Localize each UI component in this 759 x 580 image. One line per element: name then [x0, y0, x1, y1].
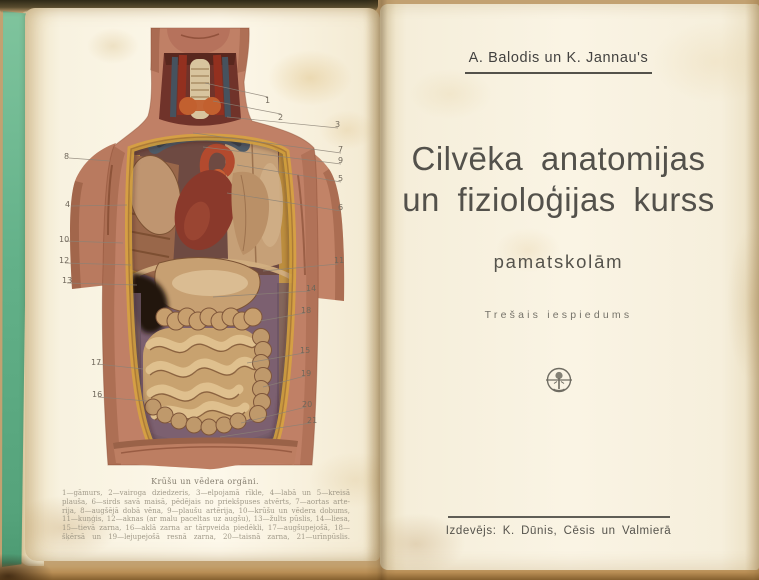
subtitle: pamatskolām [493, 251, 624, 272]
author-line [380, 50, 737, 66]
title-line-2: un fizioloģijas kurss [402, 181, 715, 218]
plate-legend [62, 489, 350, 542]
book-right-edge [745, 0, 759, 580]
left-page [25, 8, 380, 561]
plate-label: 18 [301, 306, 312, 315]
title-line-1: Cilvēka anatomijas [411, 140, 706, 177]
plate-label: 3 [335, 120, 341, 129]
plate-label: 9 [338, 156, 344, 165]
book-title [380, 138, 737, 220]
plate-label: 2 [278, 113, 284, 122]
plate-label: 6 [338, 203, 344, 212]
plate-label: 4 [65, 200, 71, 209]
plate-label: 12 [59, 256, 70, 265]
plate-label: 8 [64, 152, 70, 161]
plate-label: 19 [301, 369, 312, 378]
plate-label: 1 [265, 96, 271, 105]
edition-note: Trešais iespiedums [484, 309, 633, 321]
book-gutter-shadow [366, 0, 396, 580]
plate-label: 10 [59, 235, 70, 244]
title-page-content [380, 4, 737, 570]
legend-line: 15—tievā zarna, 16—aklā zarna ar tārpveida piedēkli, 17—augšupejošā, 18— [62, 524, 350, 533]
publisher-rule [448, 516, 670, 518]
plate-label: 15 [300, 346, 311, 355]
plate-label: 20 [302, 400, 313, 409]
plate-label: 5 [338, 174, 344, 183]
plate-label: 14 [306, 284, 317, 293]
publisher-line: Izdevējs: K. Dūnis, Cēsis un Valmierā [445, 525, 672, 537]
legend-line: rija, 8—augšējā dobā vēna, 9—plaušu artērija, 10—krūšu un vēdera dobums, [62, 506, 350, 515]
legend-line: plauša, 6—sirds savā maisā, pēdējais no priekšpuses atvērts, 7—aortas arte- [62, 497, 350, 506]
plate-label: 16 [92, 390, 103, 399]
plate-label: 7 [338, 145, 344, 154]
legend-line: šķērsā un 19—lejupejošā resnā zarna, 20—taisnā zarna, 21—urīnpūslis. [62, 532, 350, 541]
plate-label: 17 [91, 358, 102, 367]
legend-line: 1—gāmurs, 2—vairoga dziedzeris, 3—elpojamā rīkle, 4—labā un 5—kreisā [62, 489, 350, 497]
author-text: A. Balodis un K. Jannau's [465, 50, 653, 74]
plate-label: 13 [62, 276, 73, 285]
legend-line: 11—kuņģis, 12—aknas (ar malu paceltas uz augšu), 13—žults pūslis, 14—liesa, [62, 515, 350, 524]
right-page [380, 4, 759, 570]
printer-ornament-icon [380, 366, 737, 403]
plate-caption: Krūšu un vēdera orgāni. [151, 477, 259, 486]
plate-label: 11 [334, 256, 345, 265]
plate-label: 21 [307, 416, 318, 425]
